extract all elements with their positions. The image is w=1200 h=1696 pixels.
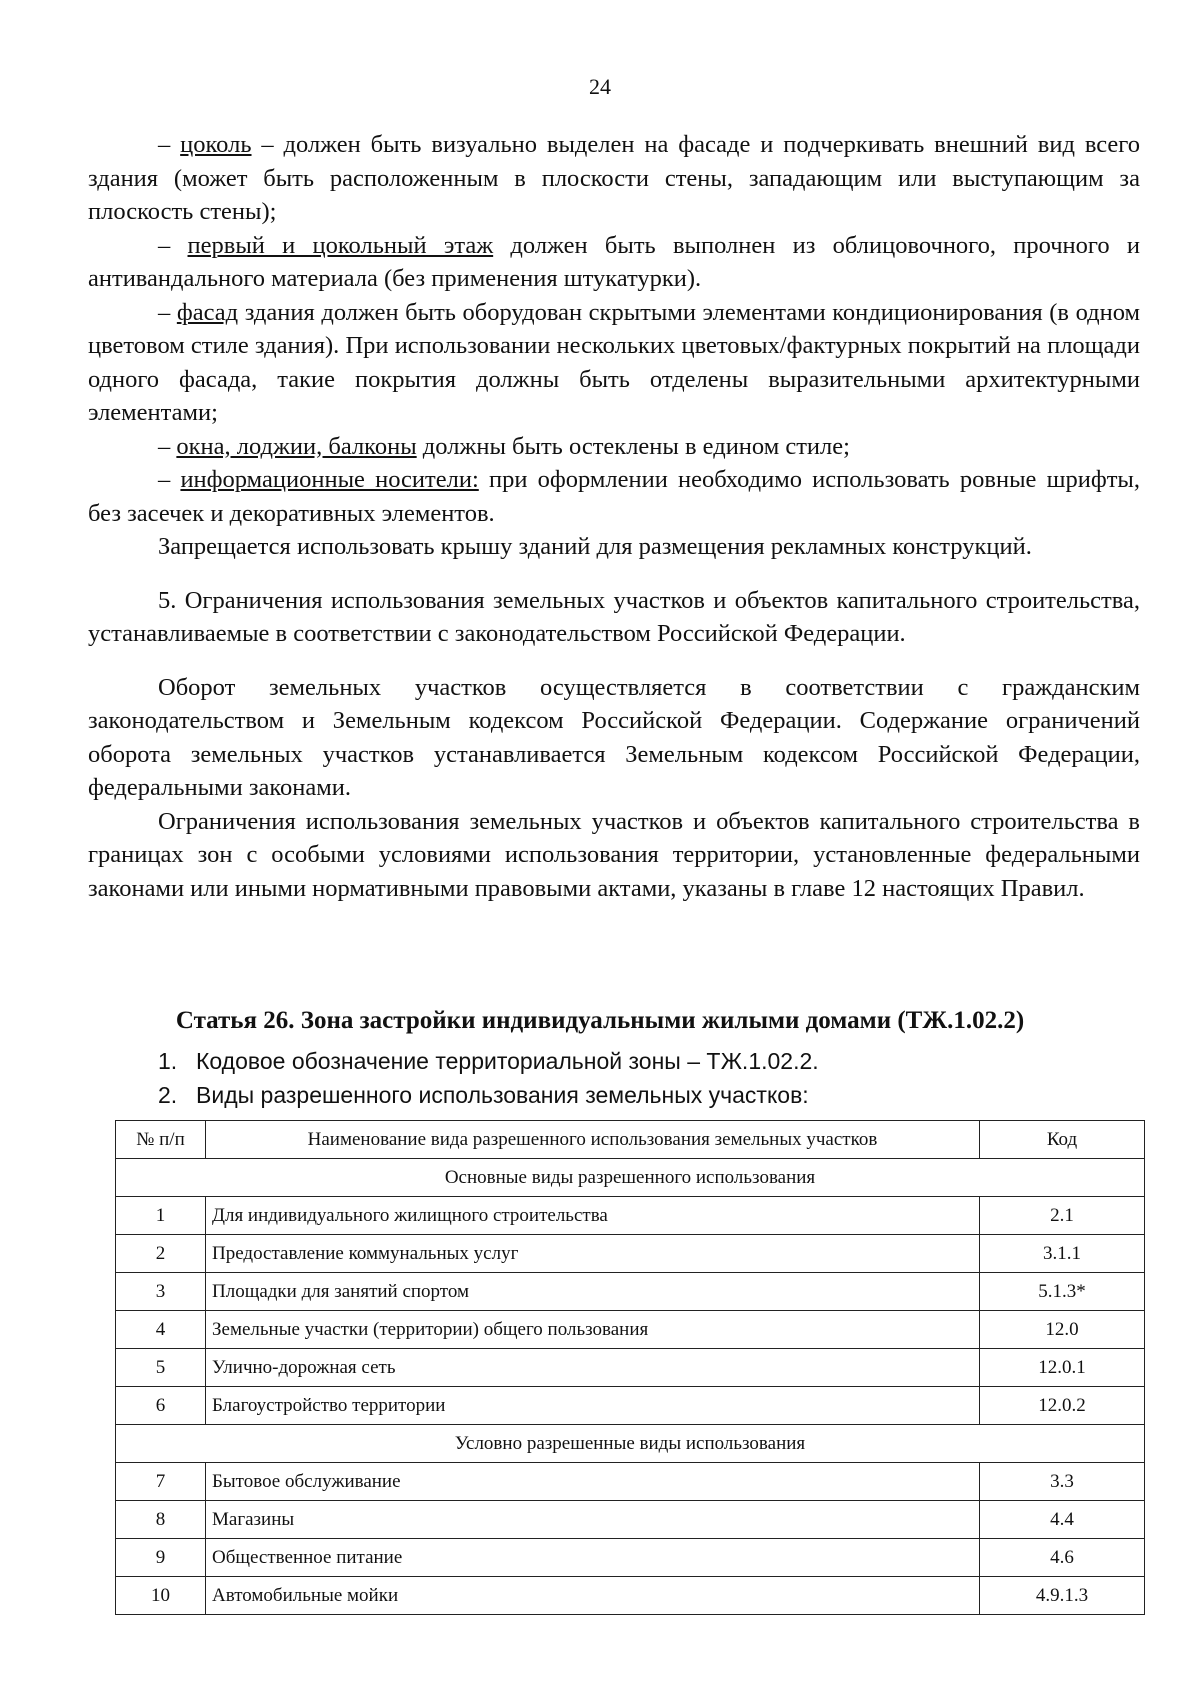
table-row bbox=[116, 1463, 1145, 1501]
row-number: 6 bbox=[116, 1387, 206, 1425]
paragraph-ground-floor: – первый и цокольный этаж должен быть выполнен из облицовочного, прочного и антивандального материала (без применения штукатурки). bbox=[88, 231, 1140, 292]
table-row bbox=[116, 1311, 1145, 1349]
row-code: 4.6 bbox=[980, 1539, 1145, 1577]
header-number: № п/п bbox=[116, 1121, 206, 1159]
paragraph-signage: – информационные носители: при оформлении необходимо использовать ровные шрифты, без засечек и декоративных элементов. bbox=[88, 466, 1141, 527]
row-number: 2 bbox=[116, 1235, 206, 1273]
table-row bbox=[116, 1197, 1145, 1235]
term-facade: фасад bbox=[176, 298, 239, 326]
row-code: 3.1.1 bbox=[980, 1235, 1145, 1273]
paragraph-roof-ban: Запрещается использовать крышу зданий для размещения рекламных конструкций. bbox=[158, 533, 1032, 560]
list-text: Виды разрешенного использования земельных участков: bbox=[196, 1082, 809, 1108]
table-row bbox=[116, 1387, 1145, 1425]
row-code: 12.0.2 bbox=[980, 1387, 1145, 1425]
row-code: 5.1.3* bbox=[980, 1273, 1145, 1311]
row-name: Автомобильные мойки bbox=[206, 1577, 980, 1615]
row-name: Земельные участки (территории) общего пользования bbox=[206, 1311, 980, 1349]
row-code: 12.0.1 bbox=[980, 1349, 1145, 1387]
page-number: 24 bbox=[589, 74, 611, 99]
header-code: Код bbox=[980, 1121, 1145, 1159]
paragraph-facade: – фасад здания должен быть оборудован скрытыми элементами кондиционирования (в одном цветовом стиле здания). При использовании нескольких цветовых/фактурных покрытий на площади одного фасада, такие покрытия должны быть отделены выразительными архитектурными элементами; bbox=[88, 298, 1140, 426]
row-code: 12.0 bbox=[980, 1311, 1145, 1349]
paragraph-restrictions: Ограничения использования земельных участков и объектов капитального строительства в границах зон с особыми условиями использования территории, установленные федеральными законами или иными нормативными правовыми актами, указаны в главе 12 настоящих Правил. bbox=[88, 807, 1140, 902]
table-row bbox=[116, 1235, 1145, 1273]
row-number: 1 bbox=[116, 1197, 206, 1235]
row-name: Для индивидуального жилищного строительства bbox=[206, 1197, 980, 1235]
term-plinth: цоколь bbox=[180, 131, 252, 158]
row-number: 7 bbox=[116, 1463, 206, 1501]
row-number: 10 bbox=[116, 1577, 206, 1615]
table-header-row bbox=[116, 1121, 1145, 1159]
list-number: 2. bbox=[158, 1082, 178, 1108]
list-number: 1. bbox=[158, 1048, 178, 1074]
row-name: Общественное питание bbox=[206, 1539, 980, 1577]
list-item bbox=[158, 1078, 819, 1112]
table-row bbox=[116, 1501, 1145, 1539]
table-section-row bbox=[116, 1159, 1145, 1197]
list-item bbox=[158, 1044, 819, 1078]
row-name: Бытовое обслуживание bbox=[206, 1463, 980, 1501]
row-number: 9 bbox=[116, 1539, 206, 1577]
term-signage: информационные носители: bbox=[180, 466, 479, 493]
body-text bbox=[88, 128, 1140, 905]
numbered-list bbox=[158, 1044, 819, 1112]
row-number: 4 bbox=[116, 1311, 206, 1349]
table-row bbox=[116, 1539, 1145, 1577]
row-name: Предоставление коммунальных услуг bbox=[206, 1235, 980, 1273]
article-title: Статья 26. Зона застройки индивидуальными жилыми домами (ТЖ.1.02.2) bbox=[175, 1007, 1025, 1034]
row-number: 8 bbox=[116, 1501, 206, 1539]
table-section-row bbox=[116, 1425, 1145, 1463]
row-name: Площадки для занятий спортом bbox=[206, 1273, 980, 1311]
row-code: 3.3 bbox=[980, 1463, 1145, 1501]
paragraph-text: должны быть остеклены в едином стиле; bbox=[416, 432, 850, 460]
header-name: Наименование вида разрешенного использования земельных участков bbox=[206, 1121, 980, 1159]
paragraph-section-5: 5. Ограничения использования земельных участков и объектов капитального строительства, устанавливаемые в соответствии с законодательством Российской Федерации. bbox=[88, 586, 1140, 647]
paragraph-text: должен быть выполнен из облицовочного, прочного и антивандального материала (без применения штукатурки). bbox=[88, 231, 1140, 292]
paragraph-land-turnover: Оборот земельных участков осуществляется в соответствии с гражданским законодательством и Земельным кодексом Российской Федерации. Содержание ограничений оборота земельных участков устанавливается Земельным кодексом Российской Федерации, федеральными законами. bbox=[88, 673, 1140, 801]
section-conditional-uses: Условно разрешенные виды использования bbox=[116, 1425, 1145, 1463]
row-name: Улично-дорожная сеть bbox=[206, 1349, 980, 1387]
paragraph-text: при оформлении необходимо использовать ровные шрифты, без засечек и декоративных элементов. bbox=[88, 466, 1141, 527]
paragraph-text: здания должен быть оборудован скрытыми элементами кондиционирования (в одном цветовом стиле здания). При использовании нескольких цветовых/фактурных покрытий на площади одного фасада, такие покрытия должны быть отделены выразительными архитектурными элементами; bbox=[88, 298, 1140, 426]
paragraph-text: – должен быть визуально выделен на фасаде и подчеркивать внешний вид всего здания (может быть расположенным в плоскости стены, западающим или выступающим за плоскость стены); bbox=[88, 131, 1140, 225]
table-row bbox=[116, 1349, 1145, 1387]
table-row bbox=[116, 1273, 1145, 1311]
paragraph-windows: – окна, лоджии, балконы должны быть остеклены в едином стиле; bbox=[158, 432, 850, 460]
row-number: 3 bbox=[116, 1273, 206, 1311]
term-windows: окна, лоджии, балконы bbox=[176, 432, 417, 460]
row-name: Магазины bbox=[206, 1501, 980, 1539]
row-number: 5 bbox=[116, 1349, 206, 1387]
table-row bbox=[116, 1577, 1145, 1615]
row-code: 2.1 bbox=[980, 1197, 1145, 1235]
land-use-table bbox=[115, 1120, 1145, 1615]
row-code: 4.4 bbox=[980, 1501, 1145, 1539]
term-ground-floor: первый и цокольный этаж bbox=[187, 231, 494, 259]
list-text: Кодовое обозначение территориальной зоны – ТЖ.1.02.2. bbox=[196, 1048, 819, 1074]
row-code: 4.9.1.3 bbox=[980, 1577, 1145, 1615]
row-name: Благоустройство территории bbox=[206, 1387, 980, 1425]
section-main-uses: Основные виды разрешенного использования bbox=[116, 1159, 1145, 1197]
paragraph-plinth: – цоколь – должен быть визуально выделен на фасаде и подчеркивать внешний вид всего здания (может быть расположенным в плоскости стены, западающим или выступающим за плоскость стены); bbox=[88, 131, 1140, 225]
